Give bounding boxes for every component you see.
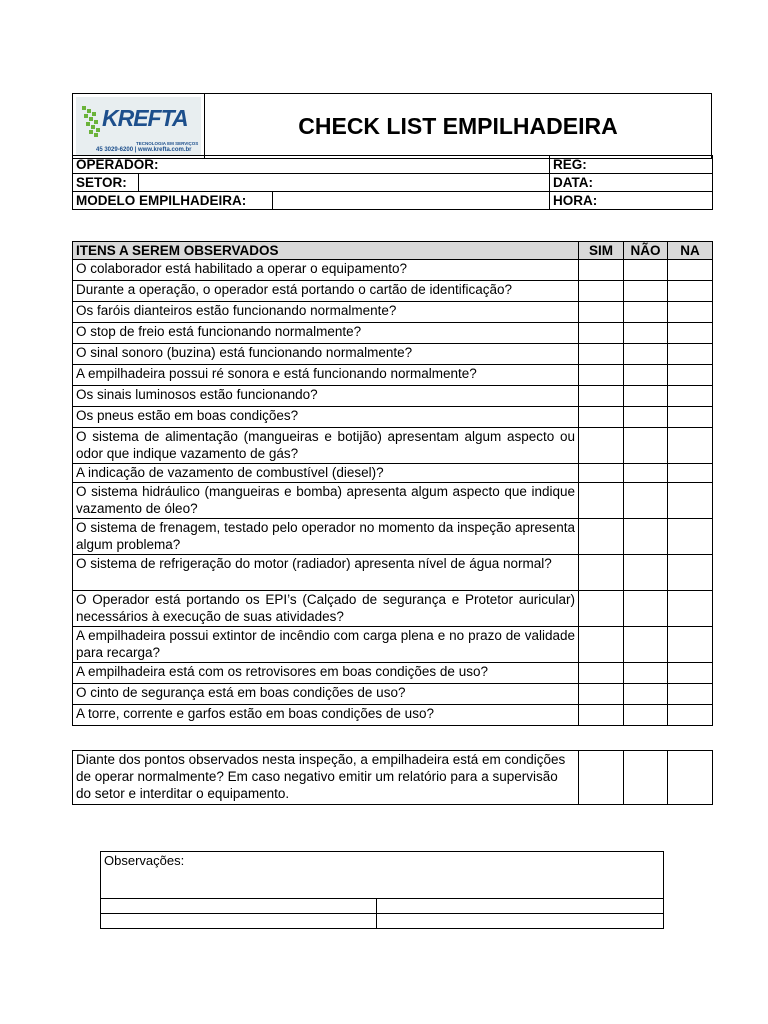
item-text: O stop de freio está funcionando normalmente? — [73, 323, 579, 344]
reg-field[interactable]: REG: — [550, 156, 713, 174]
item-text: Os faróis dianteiros estão funcionando normalmente? — [73, 302, 579, 323]
check-nao[interactable] — [624, 323, 668, 344]
check-na[interactable] — [668, 428, 713, 464]
item-text: O sistema de alimentação (mangueiras e botijão) apresentam algum aspecto ou odor que indique vazamento de gás? — [73, 428, 579, 464]
hora-field[interactable]: HORA: — [550, 192, 713, 210]
check-nao[interactable] — [624, 386, 668, 407]
check-sim[interactable] — [579, 428, 624, 464]
table-row — [73, 705, 713, 726]
check-sim[interactable] — [579, 407, 624, 428]
check-nao[interactable] — [624, 591, 668, 627]
check-nao[interactable] — [624, 464, 668, 483]
check-nao[interactable] — [624, 281, 668, 302]
info-table — [72, 155, 713, 210]
check-sim[interactable] — [579, 302, 624, 323]
check-sim[interactable] — [579, 323, 624, 344]
check-nao[interactable] — [624, 407, 668, 428]
col-header-item: ITENS A SEREM OBSERVADOS — [73, 242, 579, 260]
observacoes-field[interactable]: Observações: — [101, 852, 664, 899]
conclusion-check-na[interactable] — [668, 751, 713, 805]
check-na[interactable] — [668, 591, 713, 627]
item-text: Durante a operação, o operador está portando o cartão de identificação? — [73, 281, 579, 302]
check-na[interactable] — [668, 684, 713, 705]
check-sim[interactable] — [579, 344, 624, 365]
check-sim[interactable] — [579, 555, 624, 591]
check-nao[interactable] — [624, 365, 668, 386]
check-sim[interactable] — [579, 386, 624, 407]
check-nao[interactable] — [624, 555, 668, 591]
table-row — [73, 519, 713, 555]
item-text: A indicação de vazamento de combustível (diesel)? — [73, 464, 579, 483]
item-text: O sistema de frenagem, testado pelo operador no momento da inspeção apresenta algum problema? — [73, 519, 579, 555]
check-sim[interactable] — [579, 260, 624, 281]
item-text: A torre, corrente e garfos estão em boas condições de uso? — [73, 705, 579, 726]
checklist-table — [72, 241, 713, 726]
item-text: O sistema de refrigeração do motor (radiador) apresenta nível de água normal? — [73, 555, 579, 591]
check-sim[interactable] — [579, 627, 624, 663]
table-row — [73, 386, 713, 407]
table-row — [73, 663, 713, 684]
item-text: A empilhadeira possui extintor de incêndio com carga plena e no prazo de validade para recarga? — [73, 627, 579, 663]
item-text: O cinto de segurança está em boas condições de uso? — [73, 684, 579, 705]
item-text: O colaborador está habilitado a operar o equipamento? — [73, 260, 579, 281]
check-na[interactable] — [668, 555, 713, 591]
check-nao[interactable] — [624, 428, 668, 464]
observations-table — [100, 851, 664, 929]
signature-label-left[interactable] — [101, 914, 377, 929]
check-nao[interactable] — [624, 663, 668, 684]
check-sim[interactable] — [579, 705, 624, 726]
table-row — [73, 627, 713, 663]
check-nao[interactable] — [624, 519, 668, 555]
table-row — [73, 483, 713, 519]
krefta-logo — [76, 97, 201, 155]
item-text: A empilhadeira possui ré sonora e está funcionando normalmente? — [73, 365, 579, 386]
conclusion-row — [73, 751, 713, 805]
check-sim[interactable] — [579, 281, 624, 302]
logo-cell — [73, 94, 205, 159]
col-header-sim: SIM — [579, 242, 624, 260]
check-sim[interactable] — [579, 591, 624, 627]
check-na[interactable] — [668, 519, 713, 555]
item-text: A empilhadeira está com os retrovisores em boas condições de uso? — [73, 663, 579, 684]
check-na[interactable] — [668, 302, 713, 323]
conclusion-text: Diante dos pontos observados nesta inspeção, a empilhadeira está em condições de operar normalmente? Em caso negativo emitir um relatório para a supervisão do setor e interditar o equipamento. — [73, 751, 579, 805]
check-nao[interactable] — [624, 302, 668, 323]
checklist-header — [73, 242, 713, 260]
logo-wordmark: KREFTA — [102, 105, 188, 131]
check-nao[interactable] — [624, 705, 668, 726]
check-nao[interactable] — [624, 684, 668, 705]
item-text: Os pneus estão em boas condições? — [73, 407, 579, 428]
setor-input[interactable] — [139, 174, 550, 192]
operador-field[interactable]: OPERADOR: — [73, 156, 550, 174]
table-row — [73, 365, 713, 386]
item-text: O sinal sonoro (buzina) está funcionando normalmente? — [73, 344, 579, 365]
check-nao[interactable] — [624, 260, 668, 281]
check-na[interactable] — [668, 260, 713, 281]
check-na[interactable] — [668, 344, 713, 365]
check-sim[interactable] — [579, 365, 624, 386]
table-row — [73, 407, 713, 428]
table-row — [73, 281, 713, 302]
table-row — [73, 260, 713, 281]
check-na[interactable] — [668, 705, 713, 726]
item-text: O Operador está portando os EPI’s (Calçado de segurança e Protetor auricular) necessários à execução de suas atividades? — [73, 591, 579, 627]
check-sim[interactable] — [579, 519, 624, 555]
signature-line-left[interactable] — [101, 899, 377, 914]
check-na[interactable] — [668, 323, 713, 344]
check-na[interactable] — [668, 386, 713, 407]
check-na[interactable] — [668, 407, 713, 428]
table-row — [73, 464, 713, 483]
check-nao[interactable] — [624, 627, 668, 663]
signature-label-right[interactable] — [377, 914, 664, 929]
modelo-label: MODELO EMPILHADEIRA: — [73, 192, 273, 210]
check-sim[interactable] — [579, 483, 624, 519]
logo-tagline: TECNOLOGIA EM SERVIÇOS — [136, 141, 199, 146]
item-text: Os sinais luminosos estão funcionando? — [73, 386, 579, 407]
table-row — [73, 555, 713, 591]
page-title: CHECK LIST EMPILHADEIRA — [205, 94, 712, 159]
conclusion-check-sim[interactable] — [579, 751, 624, 805]
check-na[interactable] — [668, 281, 713, 302]
col-header-nao: NÃO — [624, 242, 668, 260]
item-text: O sistema hidráulico (mangueiras e bomba) apresenta algum aspecto que indique vazamento de óleo? — [73, 483, 579, 519]
setor-label: SETOR: — [73, 174, 139, 192]
check-na[interactable] — [668, 365, 713, 386]
conclusion-check-nao[interactable] — [624, 751, 668, 805]
check-na[interactable] — [668, 663, 713, 684]
check-sim[interactable] — [579, 663, 624, 684]
table-row — [73, 302, 713, 323]
check-na[interactable] — [668, 483, 713, 519]
check-nao[interactable] — [624, 483, 668, 519]
data-field[interactable]: DATA: — [550, 174, 713, 192]
table-row — [73, 428, 713, 464]
check-sim[interactable] — [579, 684, 624, 705]
table-row — [73, 323, 713, 344]
conclusion-table — [72, 750, 713, 805]
check-na[interactable] — [668, 464, 713, 483]
col-header-na: NA — [668, 242, 713, 260]
check-nao[interactable] — [624, 344, 668, 365]
table-row — [73, 344, 713, 365]
modelo-input[interactable] — [273, 192, 550, 210]
logo-contact: 45 3029-6200 | www.krefta.com.br — [96, 147, 192, 153]
check-na[interactable] — [668, 627, 713, 663]
header-table — [72, 93, 712, 159]
signature-line-right[interactable] — [377, 899, 664, 914]
table-row — [73, 591, 713, 627]
table-row — [73, 684, 713, 705]
check-sim[interactable] — [579, 464, 624, 483]
